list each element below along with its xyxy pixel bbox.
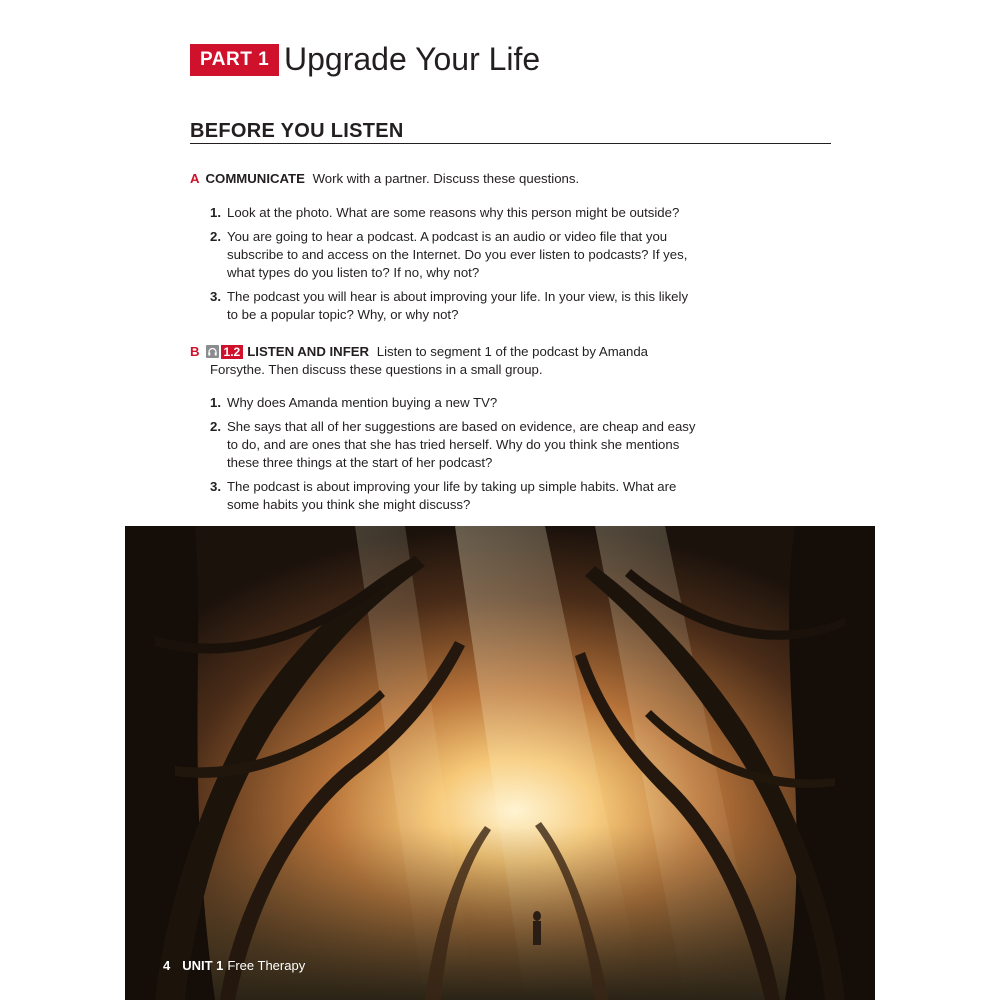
activity-b-header — [190, 343, 710, 379]
list-item — [210, 228, 700, 282]
activity-label: LISTEN AND INFER — [247, 344, 370, 359]
track-badge: 1.2 — [221, 345, 244, 359]
list-item — [210, 204, 700, 222]
activity-instruction-line2: Forsythe. Then discuss these questions in a small group. — [210, 362, 543, 377]
activity-instruction: Work with a partner. Discuss these questions. — [312, 171, 580, 186]
question-number: 1. — [210, 395, 221, 410]
part-badge: PART 1 — [190, 44, 279, 76]
tree-tunnel-illustration — [125, 526, 875, 1000]
list-item — [210, 418, 700, 472]
question-number: 3. — [210, 289, 221, 304]
activity-label: COMMUNICATE — [205, 171, 305, 186]
page-number: 4 — [163, 958, 171, 973]
forest-photo — [125, 526, 875, 1000]
headphones-icon[interactable] — [206, 345, 219, 358]
activity-letter: A — [190, 171, 200, 186]
question-text: Why does Amanda mention buying a new TV? — [227, 395, 498, 410]
part-title: Upgrade Your Life — [284, 41, 541, 77]
page-footer — [163, 958, 305, 974]
section-divider — [190, 143, 831, 144]
unit-label: UNIT 1 — [182, 958, 224, 973]
activity-instruction-line1: Listen to segment 1 of the podcast by Amanda — [376, 344, 649, 359]
list-item — [210, 288, 700, 324]
unit-title: Free Therapy — [227, 958, 306, 973]
question-text: The podcast you will hear is about improving your life. In your view, is this likely to be a popular topic? Why, or why not? — [227, 289, 689, 322]
question-text: You are going to hear a podcast. A podcast is an audio or video file that you subscribe to and access on the Internet. Do you ever listen to podcasts? If yes, what types do you listen to? If no, why not? — [227, 229, 688, 280]
question-number: 1. — [210, 205, 221, 220]
list-item — [210, 394, 700, 412]
section-heading: BEFORE YOU LISTEN — [190, 120, 404, 142]
question-number: 3. — [210, 479, 221, 494]
activity-letter: B — [190, 344, 200, 359]
question-text: Look at the photo. What are some reasons why this person might be outside? — [227, 205, 680, 220]
question-text: She says that all of her suggestions are based on evidence, are cheap and easy to do, and are ones that she has tried herself. Why do you think she mentions these three things at the start of her podcast? — [227, 419, 696, 470]
activity-a-header — [190, 170, 710, 188]
question-number: 2. — [210, 229, 221, 244]
question-text: The podcast is about improving your life by taking up simple habits. What are some habits you think she might discuss? — [227, 479, 677, 512]
list-item — [210, 478, 700, 514]
question-number: 2. — [210, 419, 221, 434]
